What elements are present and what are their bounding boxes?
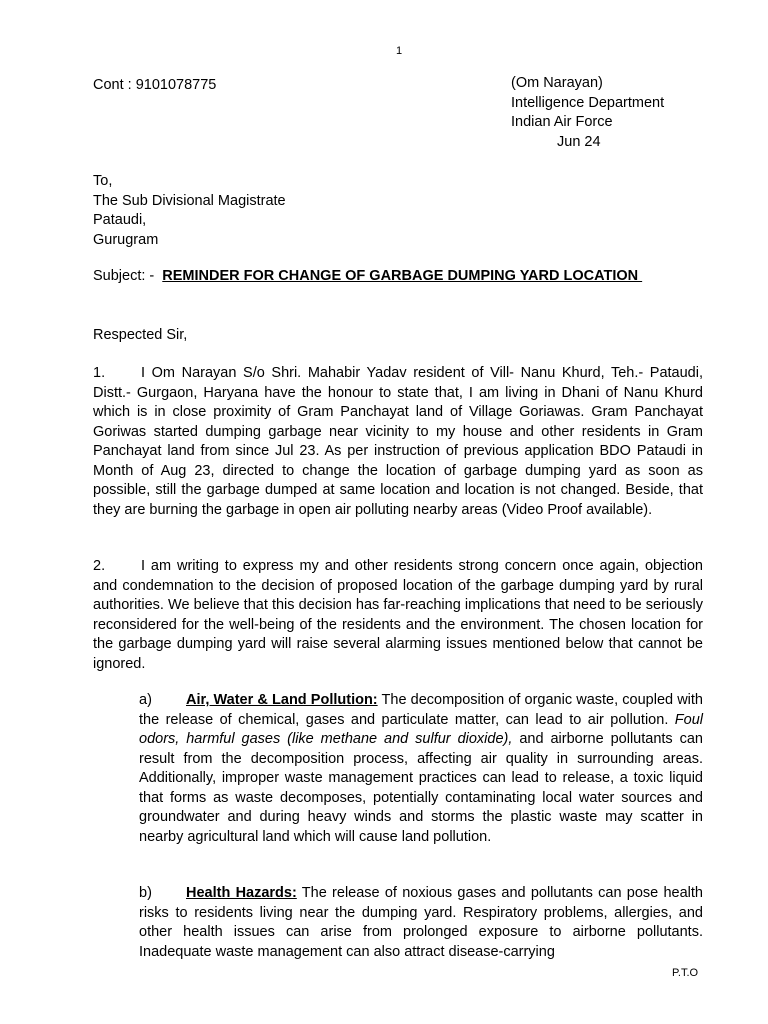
paragraph-text: I am writing to express my and other residents strong concern once again, objection and condemnation to the decision of proposed location of the garbage dumping yard by rural authorities. We believe that this decision has far-reaching implications that need to be seriously reconsidered for the well-being of the residents and the environment. The chosen location for the garbage dumping yard will raise several alarming issues mentioned below that cannot be ignored. [93,558,703,672]
paragraph-number: 2. [93,558,106,574]
addressee-block [93,172,286,250]
addressee-designation: The Sub Divisional Magistrate [93,192,286,209]
subpoint-heading: Air, Water & Land Pollution: [186,692,378,708]
subpoint-text: The decomposition of organic waste, coupled with the release of chemical, gases and particulate matter, can lead to air pollution. [139,692,703,728]
subpoint-heading: Health Hazards: [186,885,297,901]
paragraph-number: 1. [93,365,106,381]
subpoint-label: a) [139,692,152,708]
paragraph-text: I Om Narayan S/o Shri. Mahabir Yadav resident of Vill- Nanu Khurd, Teh.- Pataudi, Distt.- Gurgaon, Haryana have the honour to state that, I am living in Dhani of Nanu Khurd which is in close proximity of Gram Panchayat land of Village Goriawas. Gram Panchayat Goriwas started dumping garbage near vicinity to my house and other residents in Gram Panchayat land from since Jul 23. As per instruction of previous application BDO Pataudi in Month of Aug 23, directed to change the location of garbage dumping yard as soon as possible, still the garbage dumped at same location and location is not changed. Beside, that they are burning the garbage in open air polluting nearby areas (Video Proof available). [93,365,703,518]
addressee-place: Pataudi, [93,212,147,228]
paragraph-2 [93,557,703,674]
sender-department: Intelligence Department [511,94,665,111]
subpoint-italic-text: Foul odors, harmful gases (like methane and sulfur dioxide), [139,711,703,747]
addressee-district: Gurugram [93,231,159,248]
subpoint-text: The release of noxious gases and pollutants can pose health risks to residents living near the dumping yard. Respiratory problems, allergies, and other health issues can arise from prolonged exposure to airborne pollutants. Inadequate waste management can also attract disease-carrying [139,885,703,960]
paragraph-1 [93,364,703,520]
salutation: Respected Sir, [93,327,188,343]
subpoint-a [139,691,703,847]
letter-date: Jun 24 [557,133,601,150]
contact-number: Cont : 9101078775 [93,77,217,93]
subpoint-text-continued: and airborne pollutants can result from the decomposition process, affecting air quality in surrounding areas. Additionally, improper waste management practices can lead to release, a toxic liquid that forms as waste decomposes, potentially contaminating local water sources and groundwater and during heavy winds and storms the plastic waste may scatter in nearby agricultural land which will cause land pollution. [139,731,703,845]
subpoint-b [139,884,703,962]
subpoint-label: b) [139,885,152,901]
addressee-to: To, [93,173,113,189]
subject-line [93,268,642,284]
subject-label: Subject: - [93,268,159,284]
sender-name: (Om Narayan) [511,75,603,91]
sender-organization: Indian Air Force [511,114,613,130]
page-number: 1 [395,45,403,57]
subject-text: REMINDER FOR CHANGE OF GARBAGE DUMPING YARD LOCATION [162,268,643,284]
page-footer-pto: P.T.O [672,967,699,979]
sender-block [511,74,664,152]
